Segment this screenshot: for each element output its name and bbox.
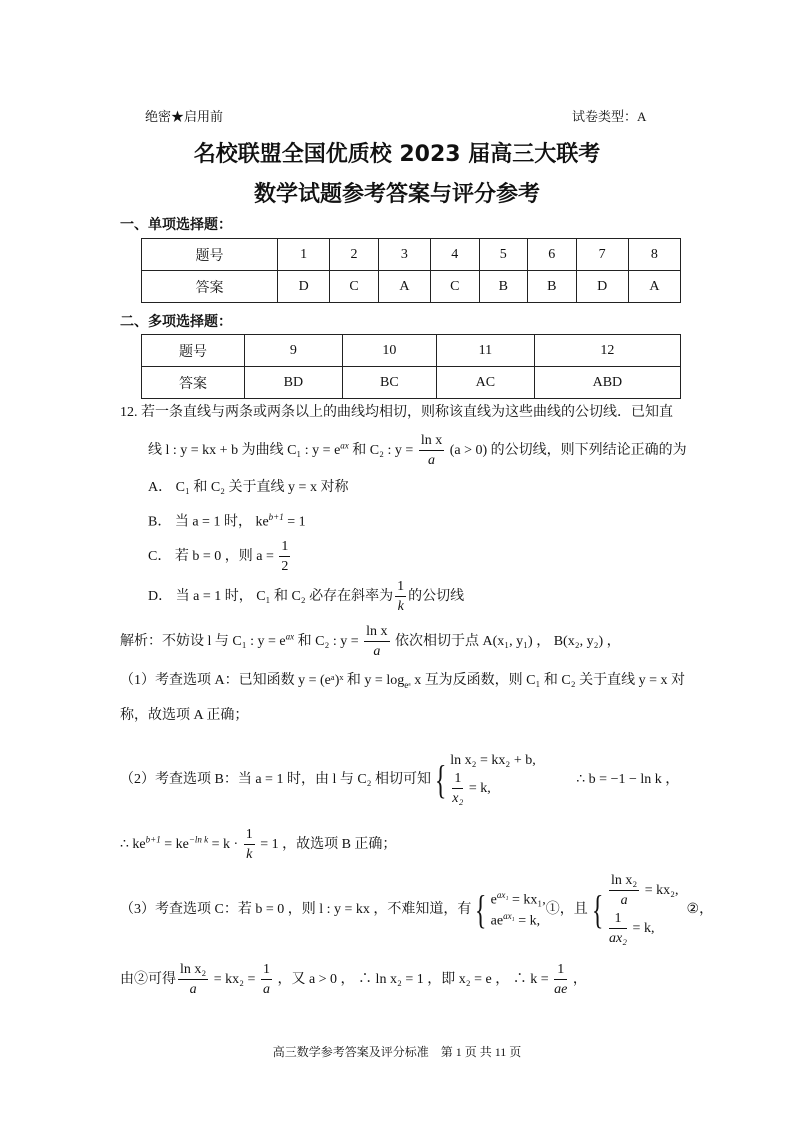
q12-option-a: A． C₁ 和 C₂ 关于直线 y = x 对称 <box>148 480 349 495</box>
equation-system <box>450 750 576 810</box>
exponent: b+1 <box>145 834 161 845</box>
option-text: 的公切线 <box>408 589 465 605</box>
answer-cell: C <box>330 271 379 303</box>
fraction <box>261 963 272 997</box>
solution-step1-line2: 称，故选项 A 正确； <box>120 708 249 723</box>
row-label: 题号 <box>142 335 245 367</box>
q12-option-d <box>148 580 464 614</box>
fraction <box>609 912 627 946</box>
fraction <box>279 540 290 574</box>
solution-text: ，又 a > 0 ， ∴ ln x₂ = 1 ，即 x₂ = e ， ∴ k = <box>273 972 553 988</box>
answer-cell: A <box>378 271 430 303</box>
option-text: C． 若 b = 0 ，则 a = <box>148 549 278 565</box>
question-number: 1 <box>278 239 330 271</box>
equation-text: = kx₁, <box>508 893 546 908</box>
denominator: 2 <box>281 559 289 574</box>
multi-choice-table <box>141 334 681 399</box>
q12-text: 线 l : y = kx + b 为曲线 C₁ : y = e <box>148 443 341 459</box>
numerator: 1 <box>261 963 272 980</box>
solution-text: （3）考查选项 C：若 b = 0 ，则 l : y = kx ，不难知道，有 <box>120 902 472 917</box>
numerator: ln x₂ <box>178 963 208 980</box>
document-subtitle: 数学试题参考答案与评分参考 <box>253 182 540 207</box>
solution-text: ②， <box>686 902 714 917</box>
option-text: B． 当 a = 1 时， ke <box>148 514 269 530</box>
answer-cell: B <box>528 271 577 303</box>
question-number: 6 <box>528 239 577 271</box>
q12-text: (a > 0) 的公切线，则下列结论正确的为 <box>446 443 687 459</box>
numerator: 1 <box>452 772 463 789</box>
answer-cell: C <box>430 271 479 303</box>
question-number: 4 <box>430 239 479 271</box>
table-row-numbers <box>142 239 681 271</box>
equation-text: = k, <box>629 921 655 937</box>
solution-text: = 1 ，故选项 B 正确； <box>256 837 397 853</box>
solution-text: ∴ b = −1 − ln k ， <box>576 772 680 787</box>
numerator: ln x₂ <box>609 874 639 891</box>
denominator: a <box>262 982 270 997</box>
fraction <box>452 772 463 806</box>
row-label: 答案 <box>142 367 245 399</box>
equation <box>607 912 679 946</box>
fraction <box>364 625 389 659</box>
numerator: 1 <box>279 540 290 557</box>
question-number: 9 <box>245 335 343 367</box>
denominator: a <box>620 893 628 908</box>
numerator: ln x <box>364 625 389 642</box>
fraction <box>244 828 255 862</box>
answer-cell: BD <box>245 367 343 399</box>
brace: { <box>475 887 487 932</box>
exponent: −ln k <box>188 834 209 845</box>
question-number: 11 <box>436 335 534 367</box>
brace: { <box>591 887 604 932</box>
answer-cell: ABD <box>534 367 680 399</box>
multi-choice-heading: 二、多项选择题： <box>120 314 232 330</box>
question-number: 2 <box>330 239 379 271</box>
fraction <box>609 874 639 908</box>
solution-step1-line1 <box>120 674 685 690</box>
equation <box>491 891 546 908</box>
exponent: ax₁ <box>496 890 509 901</box>
log-base: eᵃ <box>404 679 411 690</box>
confidential-label: 绝密★启用前 <box>145 109 224 124</box>
answer-cell: BC <box>342 367 436 399</box>
denominator: a <box>428 453 435 468</box>
solution-text: x 互为反函数，则 C₁ 和 C₂ 关于直线 y = x 对 <box>410 673 686 688</box>
solution-text: ①，且 <box>545 902 588 917</box>
question-number: 8 <box>628 239 680 271</box>
base: e <box>490 893 497 908</box>
q12-stem-line2 <box>148 434 687 468</box>
exponent: b+1 <box>268 512 284 522</box>
exponent: ax₁ <box>503 911 515 921</box>
fraction <box>395 580 406 614</box>
numerator: ln x <box>419 434 444 451</box>
equation-system-1 <box>491 887 546 932</box>
solution-text: 由②可得 <box>120 972 176 988</box>
brace: { <box>434 757 447 802</box>
q12-text: 和 C₂ : y = <box>348 443 417 459</box>
solution-text: = kx₂ = <box>210 972 259 988</box>
table-row-answers <box>142 271 681 303</box>
equation <box>450 772 576 806</box>
numerator: 1 <box>554 963 567 980</box>
solution-text: （2）考查选项 B：当 a = 1 时，由 l 与 C₂ 相切可知 <box>120 772 432 787</box>
table-row-answers <box>142 367 681 399</box>
solution-text: 解析：不妨设 l 与 C₁ : y = e <box>120 634 286 650</box>
denominator: k <box>397 599 404 614</box>
row-label: 答案 <box>142 271 278 303</box>
denominator: x₂ <box>452 791 464 806</box>
table-row-numbers <box>142 335 681 367</box>
solution-text: 和 C₂ : y = <box>294 634 363 650</box>
solution-text: ∴ ke <box>120 837 146 853</box>
solution-step3 <box>120 870 713 950</box>
solution-text: ， <box>569 972 587 988</box>
numerator: 1 <box>609 912 627 929</box>
answer-cell: A <box>628 271 680 303</box>
equation <box>491 912 546 929</box>
answer-cell: D <box>278 271 330 303</box>
q12-option-b <box>148 513 306 530</box>
single-choice-heading: 一、单项选择题： <box>120 217 232 233</box>
solution-step2 <box>120 750 679 810</box>
fraction <box>178 963 208 997</box>
denominator: a <box>189 982 197 997</box>
equation-text: = kx₂, <box>641 883 679 899</box>
answer-cell: B <box>479 271 528 303</box>
solution-step3-result <box>120 963 587 997</box>
single-choice-table <box>141 238 681 303</box>
paper-type-label: 试卷类型：A <box>572 109 647 124</box>
question-number: 10 <box>342 335 436 367</box>
numerator: 1 <box>244 828 255 845</box>
solution-intro <box>120 625 621 659</box>
solution-text: （1）考查选项 A：已知函数 y = (eᵃ)ˣ 和 y = log <box>120 673 405 688</box>
denominator: ax₂ <box>608 931 628 946</box>
question-number: 5 <box>479 239 528 271</box>
fraction <box>419 434 444 468</box>
question-number: 12 <box>534 335 680 367</box>
numerator: 1 <box>395 580 406 597</box>
answer-cell: AC <box>436 367 534 399</box>
denominator: ae <box>554 982 568 997</box>
solution-text: = k · <box>208 837 242 853</box>
answer-cell: D <box>576 271 628 303</box>
exponent: ax <box>285 631 295 642</box>
solution-step2-result <box>120 828 396 862</box>
equation-text: = k, <box>465 781 491 797</box>
base: ae <box>490 913 504 929</box>
page-footer: 高三数学参考答案及评分标准 第 1 页 共 11 页 <box>272 1045 522 1059</box>
q12-option-c <box>148 540 292 574</box>
denominator: a <box>373 644 381 659</box>
equation-text: = k, <box>514 913 541 929</box>
q12-stem-line1: 12. 若一条直线与两条或两条以上的曲线均相切，则称该直线为这些曲线的公切线．已知直 <box>120 405 673 420</box>
fraction <box>554 963 567 997</box>
option-text: D． 当 a = 1 时， C₁ 和 C₂ 必存在斜率为 <box>148 589 394 605</box>
solution-text: 依次相切于点 A(x₁, y₁) ， B(x₂, y₂) ， <box>391 634 621 650</box>
row-label: 题号 <box>142 239 278 271</box>
denominator: k <box>246 847 253 862</box>
solution-text: = ke <box>160 837 189 853</box>
question-number: 3 <box>378 239 430 271</box>
equation-system-2 <box>607 870 679 950</box>
question-number: 7 <box>576 239 628 271</box>
option-text: = 1 <box>283 514 306 530</box>
document-title: 名校联盟全国优质校 2023 届高三大联考 <box>193 142 601 167</box>
equation <box>607 874 679 908</box>
equation: ln x₂ = kx₂ + b, <box>450 753 536 768</box>
exponent: ax <box>340 440 349 451</box>
